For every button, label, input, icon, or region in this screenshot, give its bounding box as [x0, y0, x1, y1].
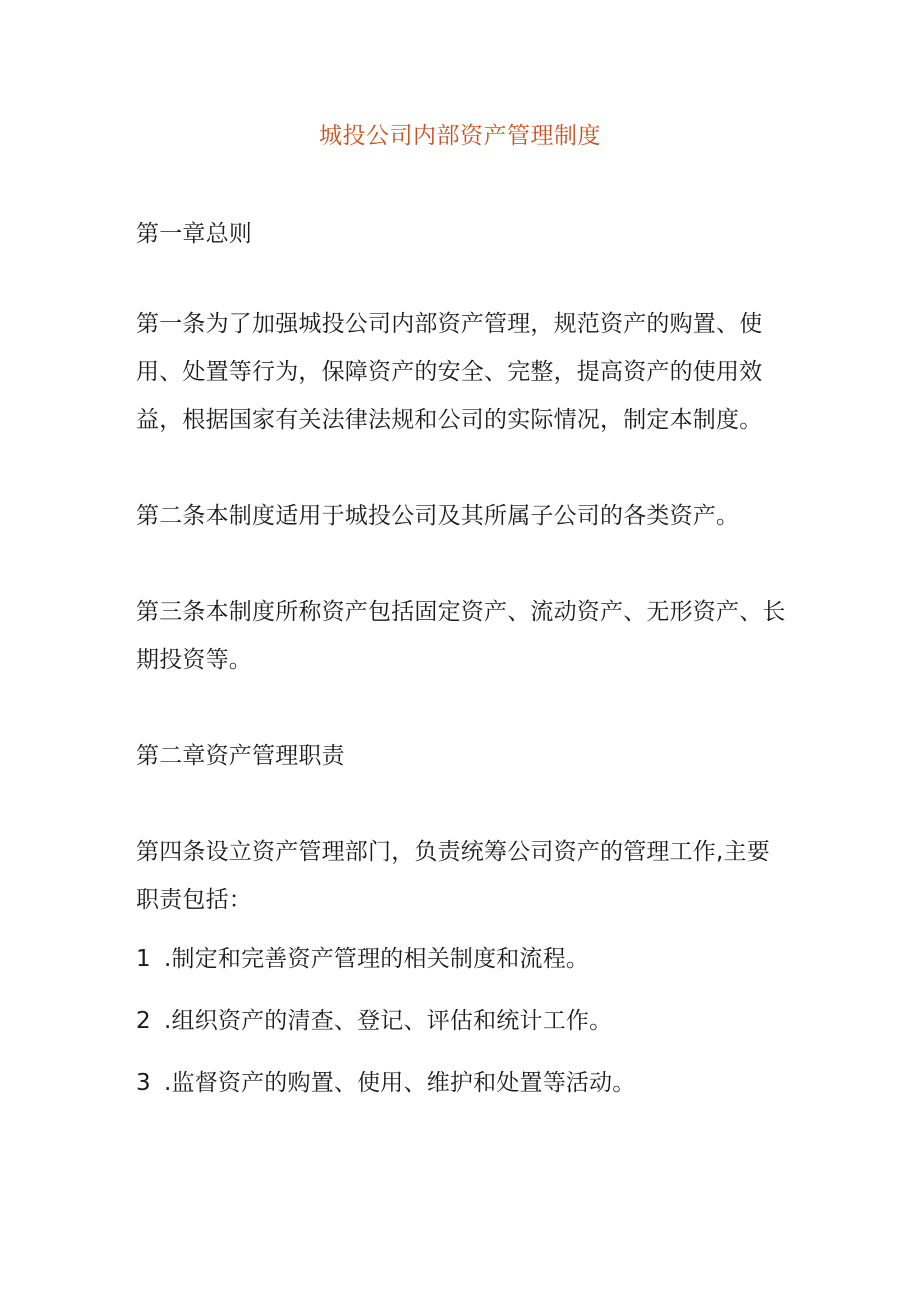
list-item-text: .组织资产的清查、登记、评估和统计工作。: [164, 1008, 613, 1034]
list-item-number: 3: [136, 1070, 151, 1096]
list-item-text: .制定和完善资产管理的相关制度和流程。: [164, 946, 590, 972]
article-3: 第三条本制度所称资产包括固定资产、流动资产、无形资产、长期投资等。: [136, 599, 786, 673]
list-item-number: 1: [136, 946, 151, 972]
list-item: [136, 935, 786, 983]
list-item-number: 2: [136, 1008, 151, 1034]
list-item: [136, 1059, 786, 1107]
list-item: [136, 997, 786, 1045]
chapter-1-heading: 第一章总则: [136, 221, 252, 247]
article-1: 第一条为了加强城投公司内部资产管理，规范资产的购置、使用、处置等行为，保障资产的安全、完整，提高资产的使用效益，根据国家有关法律法规和公司的实际情况，制定本制度。: [136, 311, 763, 433]
list-item-text: .监督资产的购置、使用、维护和处置等活动。: [164, 1070, 636, 1096]
article-2: 第二条本制度适用于城投公司及其所属子公司的各类资产。: [136, 503, 740, 529]
article-4: 第四条设立资产管理部门，负责统筹公司资产的管理工作,主要职责包括：: [136, 839, 770, 913]
document-title: 城投公司内部资产管理制度: [319, 123, 601, 149]
chapter-2-heading: 第二章资产管理职责: [136, 743, 345, 769]
